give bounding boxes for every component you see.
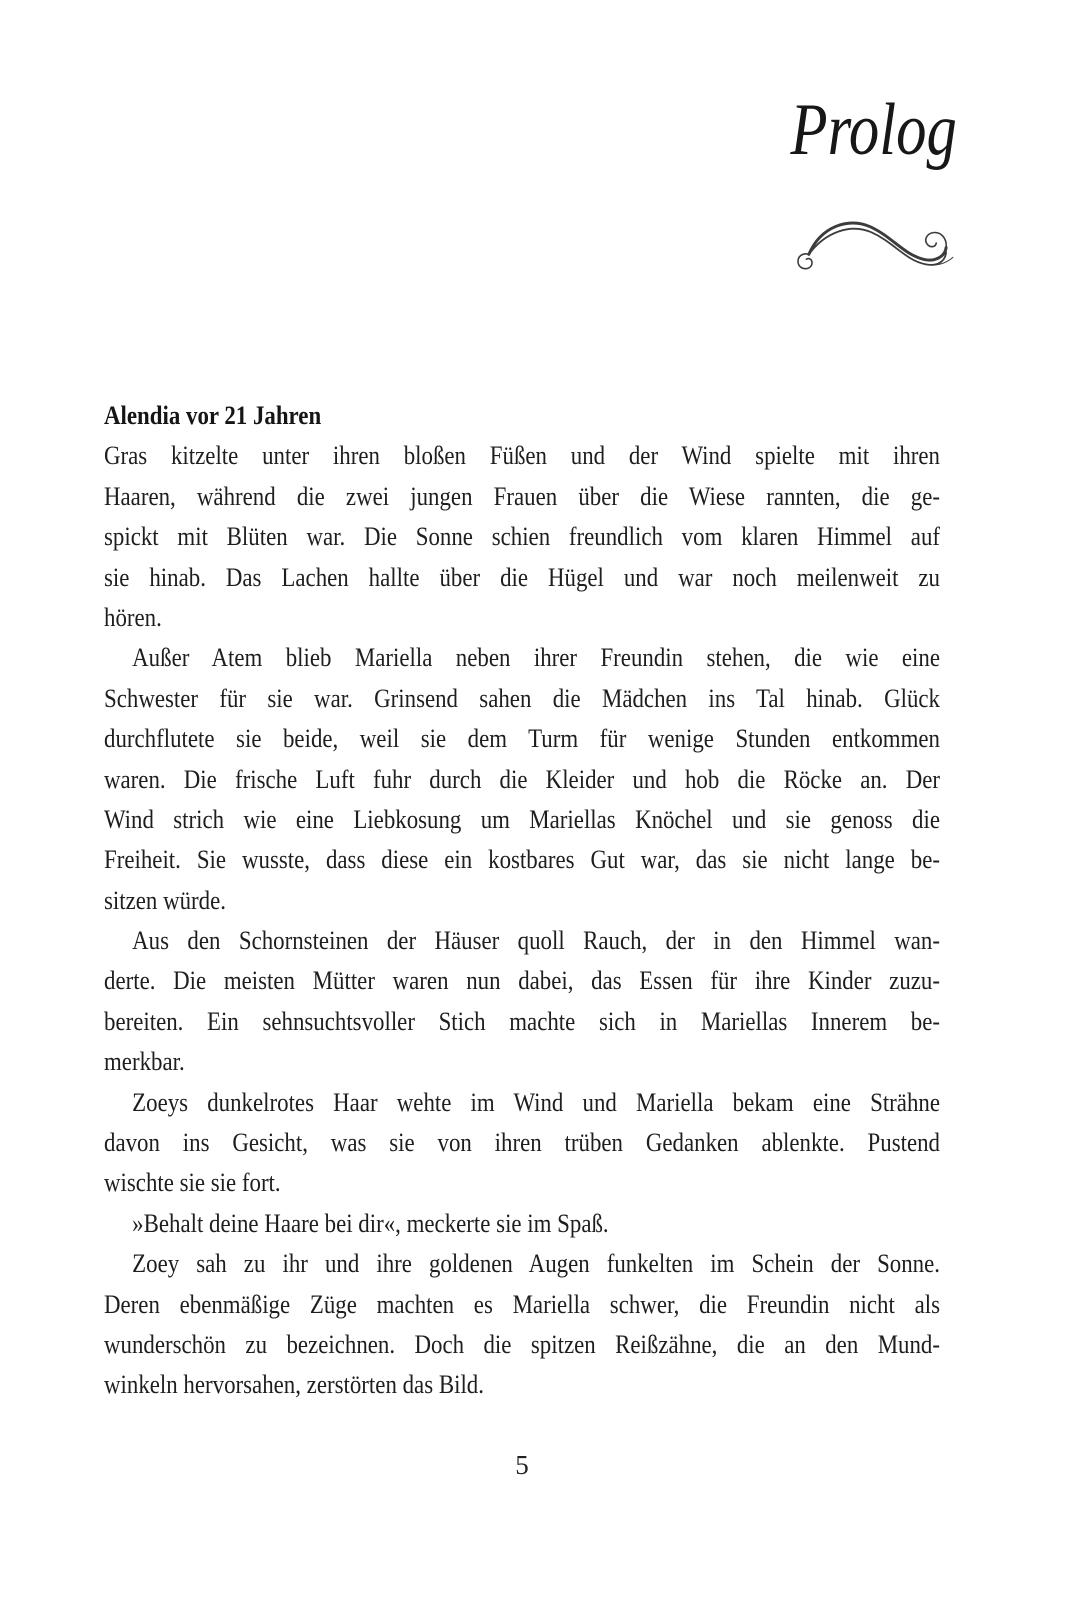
text-line: Zoeys dunkelrotes Haar wehte im Wind und Mariella bekam eine Strähne: [132, 1087, 940, 1117]
text-line: derte. Die meisten Mütter waren nun dabei, das Essen für ihre Kinder zuzu-: [104, 966, 940, 996]
chapter-title: Prolog: [790, 89, 957, 171]
text-line: sie hinab. Das Lachen hallte über die Hügel und war noch meilenweit zu: [104, 562, 940, 592]
text-line: bereiten. Ein sehnsuchtsvoller Stich machte sich in Mariellas Innerem be-: [104, 1006, 940, 1036]
text-line: Schwester für sie war. Grinsend sahen die Mädchen ins Tal hinab. Glück: [104, 683, 940, 713]
text-line: Außer Atem blieb Mariella neben ihrer Freundin stehen, die wie eine: [132, 643, 940, 673]
text-line: durchflutete sie beide, weil sie dem Turm für wenige Stunden entkommen: [104, 724, 940, 754]
text-line: wischte sie sie fort.: [104, 1168, 281, 1198]
text-block: [104, 396, 940, 1406]
flourish-icon: [797, 214, 955, 270]
text-line: merkbar.: [104, 1047, 185, 1077]
text-line: waren. Die frische Luft fuhr durch die Kleider und hob die Röcke an. Der: [104, 764, 940, 794]
text-line: winkeln hervorsahen, zerstörten das Bild.: [104, 1370, 484, 1400]
text-line: Haaren, während die zwei jungen Frauen über die Wiese rannten, die ge-: [104, 481, 940, 511]
text-line: Gras kitzelte unter ihren bloßen Füßen und der Wind spielte mit ihren: [104, 441, 940, 471]
text-line: Aus den Schornsteinen der Häuser quoll Rauch, der in den Himmel wan-: [132, 926, 940, 956]
section-heading: Alendia vor 21 Jahren: [104, 401, 322, 430]
text-line: Deren ebenmäßige Züge machten es Mariella schwer, die Freundin nicht als: [104, 1289, 940, 1319]
text-line: hören.: [104, 602, 162, 632]
text-line: Freiheit. Sie wusste, dass diese ein kostbares Gut war, das sie nicht lange be-: [104, 845, 940, 875]
page-number: 5: [515, 1450, 529, 1480]
text-line: sitzen würde.: [104, 885, 226, 915]
text-line: spickt mit Blüten war. Die Sonne schien freundlich vom klaren Himmel auf: [104, 522, 940, 552]
text-line: »Behalt deine Haare bei dir«, meckerte sie im Spaß.: [132, 1208, 609, 1238]
text-line: wunderschön zu bezeichnen. Doch die spitzen Reißzähne, die an den Mund-: [104, 1329, 940, 1359]
text-line: Wind strich wie eine Liebkosung um Mariellas Knöchel und sie genoss die: [104, 804, 940, 834]
text-line: davon ins Gesicht, was sie von ihren trüben Gedanken ablenkte. Pustend: [104, 1128, 940, 1158]
text-line: Zoey sah zu ihr und ihre goldenen Augen funkelten im Schein der Sonne.: [132, 1249, 940, 1279]
